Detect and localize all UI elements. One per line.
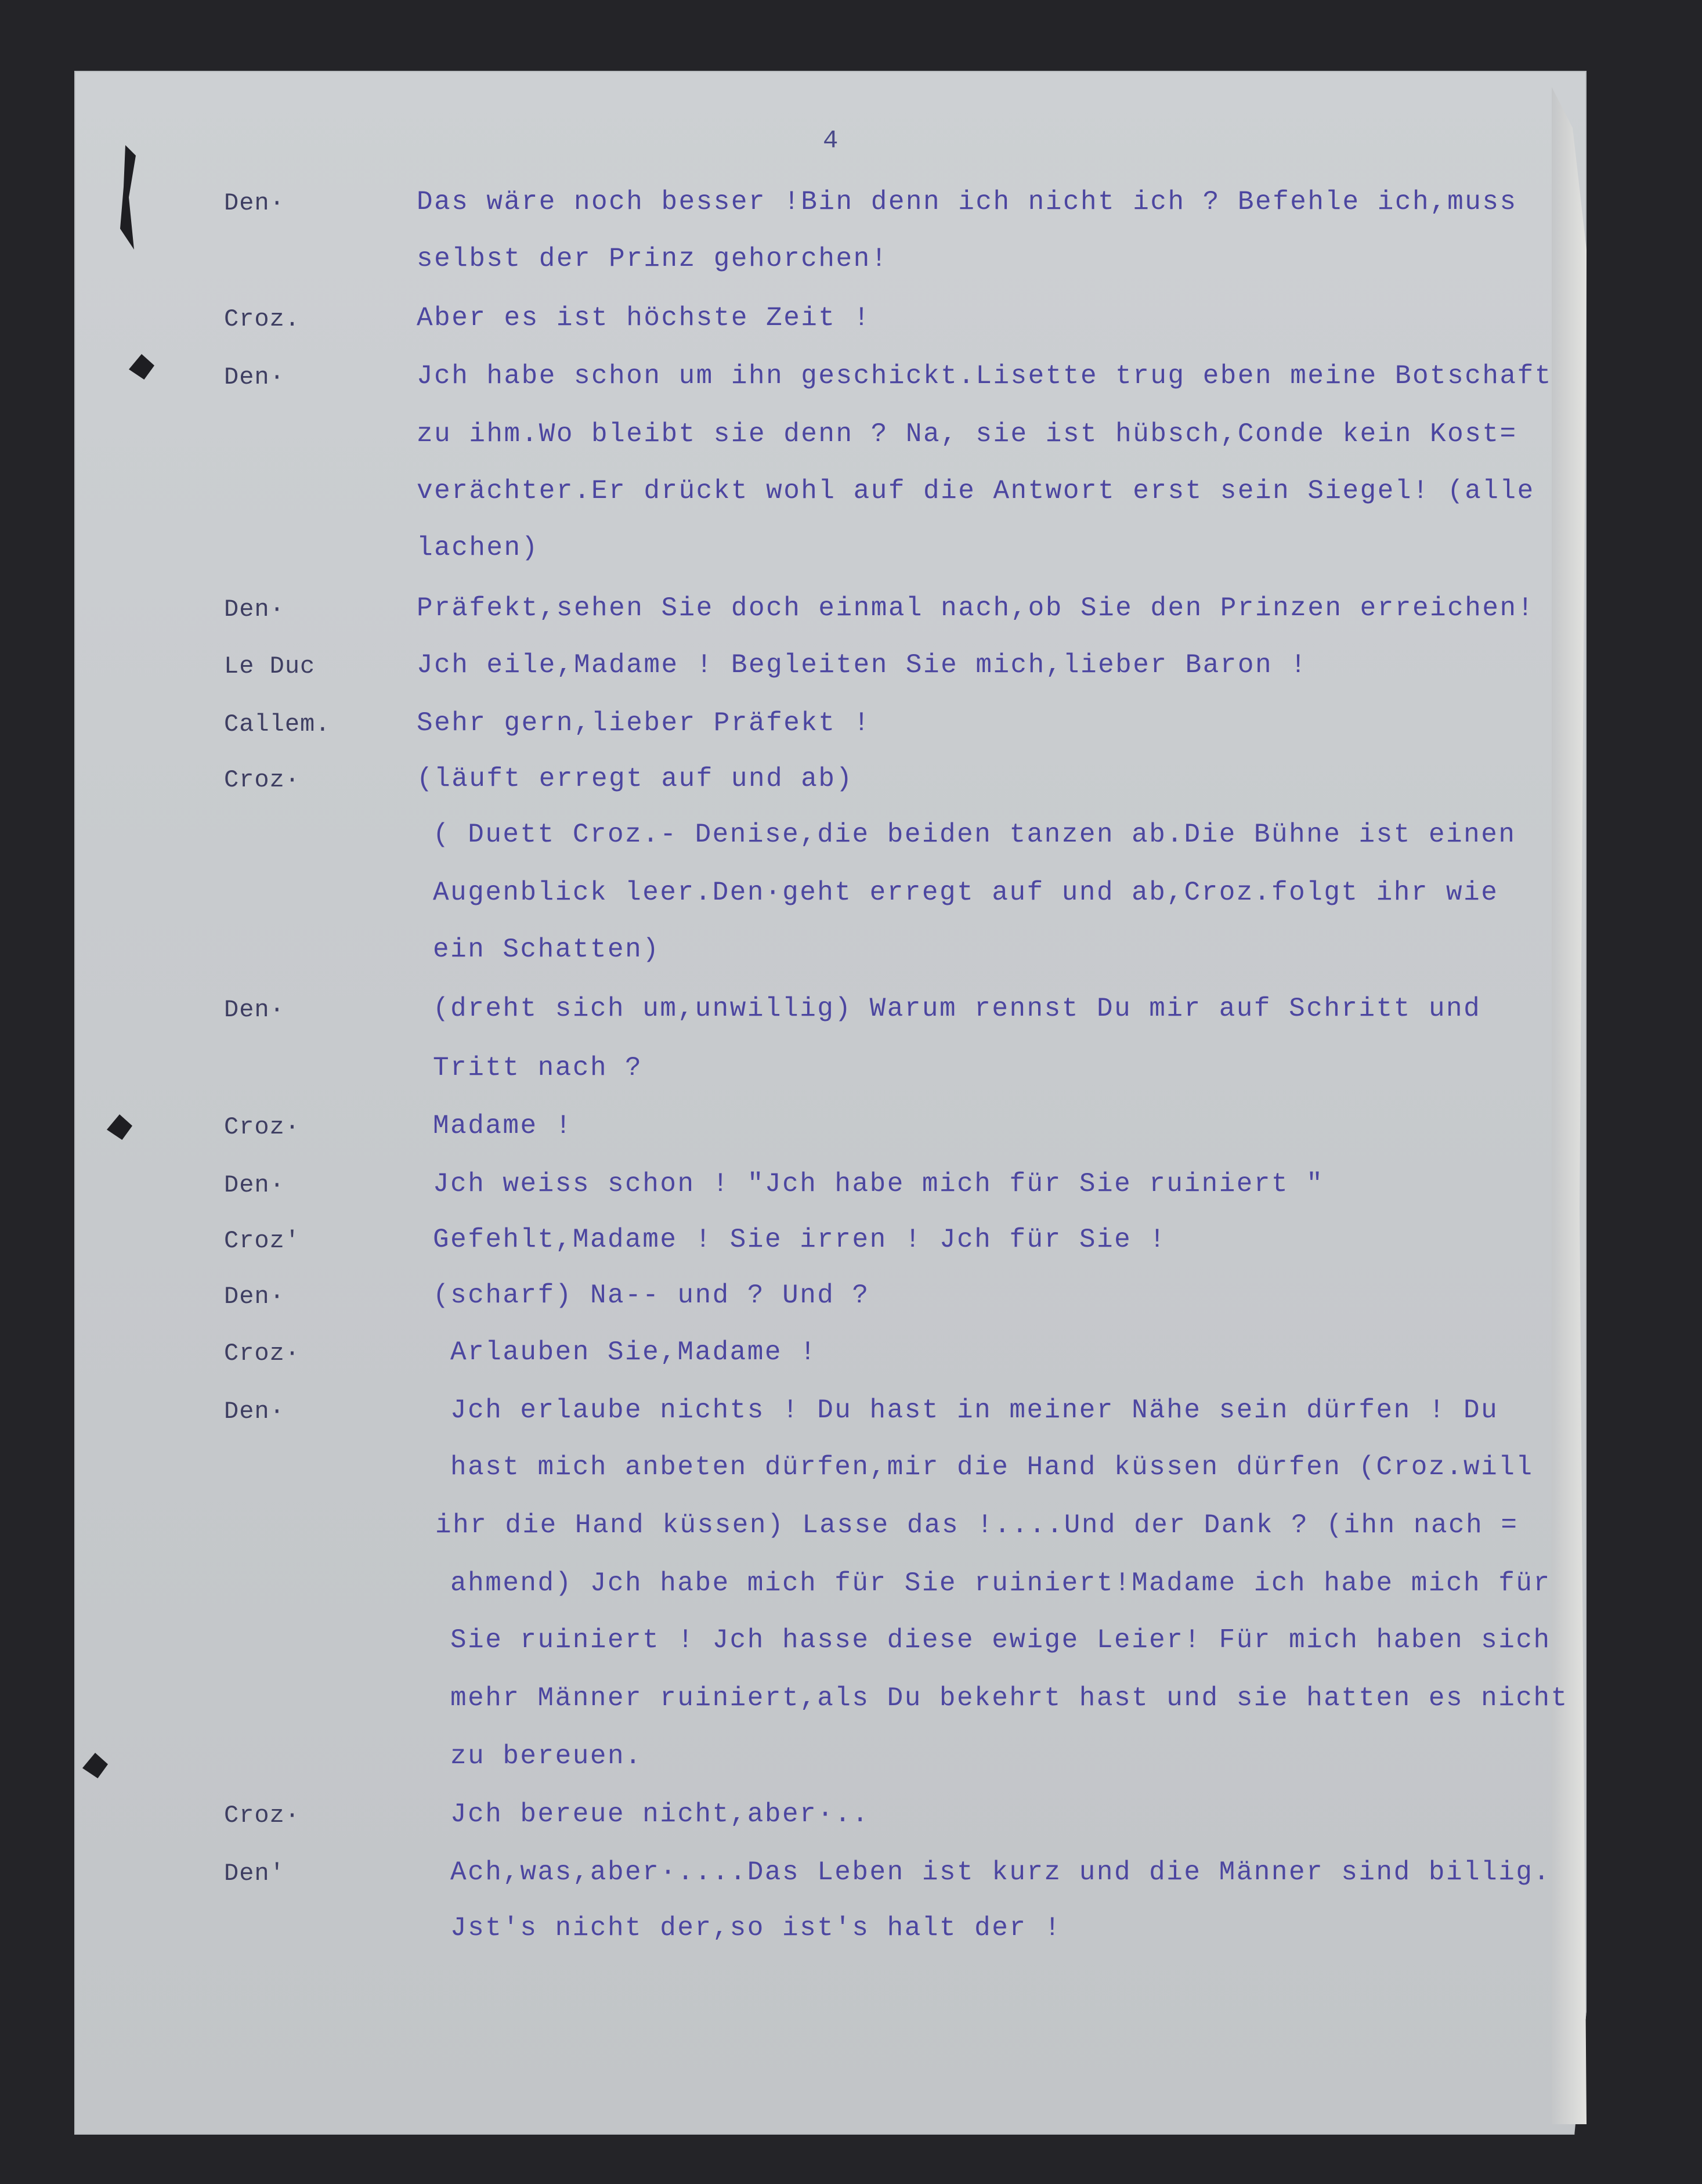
speaker-label: Croz. [224, 305, 301, 333]
dialogue-line: Gefehlt,Madame ! Sie irren ! Jch für Sie ! [433, 1225, 1167, 1255]
dialogue-line: ahmend) Jch habe mich für Sie ruiniert!Madame ich habe mich für [450, 1568, 1551, 1598]
dialogue-line: Sehr gern,lieber Präfekt ! [417, 708, 871, 738]
dialogue-line: Jst's nicht der,so ist's halt der ! [450, 1913, 1062, 1943]
speaker-label: Croz· [224, 1340, 301, 1367]
speaker-label: Den· [224, 1398, 285, 1425]
dialogue-line: Das wäre noch besser !Bin denn ich nicht ich ? Befehle ich,muss [417, 187, 1517, 217]
dialogue-line: mehr Männer ruiniert,als Du bekehrt hast und sie hatten es nicht [450, 1683, 1569, 1713]
dialogue-line: zu bereuen. [450, 1741, 643, 1771]
stage-direction-line: ( Duett Croz.- Denise,die beiden tanzen ab.Die Bühne ist einen [433, 820, 1516, 850]
speaker-label: Croz' [224, 1227, 301, 1255]
speaker-label: Den· [224, 996, 285, 1024]
speaker-label: Den· [224, 363, 285, 391]
dialogue-line: Ach,was,aber·....Das Leben ist kurz und die Männer sind billig. [450, 1857, 1551, 1887]
dialogue-line: ihr die Hand küssen) Lasse das !....Und der Dank ? (ihn nach = [435, 1510, 1519, 1540]
stage-direction-line: ein Schatten) [433, 934, 660, 965]
dialogue-line: Jch erlaube nichts ! Du hast in meiner Nähe sein dürfen ! Du [450, 1395, 1499, 1425]
dialogue-line: zu ihm.Wo bleibt sie denn ? Na, sie ist hübsch,Conde kein Kost= [417, 419, 1517, 449]
page-number: 4 [823, 127, 839, 156]
dialogue-line: Aber es ist höchste Zeit ! [417, 303, 871, 333]
dialogue-line: selbst der Prinz gehorchen! [417, 244, 888, 274]
dialogue-line: Arlauben Sie,Madame ! [450, 1337, 818, 1367]
dialogue-line: Jch habe schon um ihn geschickt.Lisette trug eben meine Botschaft [417, 361, 1552, 391]
dialogue-line: (scharf) Na-- und ? Und ? [433, 1280, 870, 1311]
speaker-label: Croz· [224, 1802, 301, 1829]
dialogue-line: verächter.Er drückt wohl auf die Antwort erst sein Siegel! (alle [417, 476, 1535, 506]
speaker-label: Den· [224, 189, 285, 217]
speaker-label: Den· [224, 1171, 285, 1199]
dialogue-line: Madame ! [433, 1111, 573, 1141]
speaker-label: Den· [224, 1283, 285, 1311]
speaker-label: Den' [224, 1860, 285, 1887]
stage-direction-line: Augenblick leer.Den·geht erregt auf und ab,Croz.folgt ihr wie [433, 878, 1499, 908]
dialogue-line: Jch eile,Madame ! Begleiten Sie mich,lieber Baron ! [417, 650, 1308, 680]
dialogue-line: Jch weiss schon ! "Jch habe mich für Sie ruiniert " [433, 1169, 1324, 1199]
speaker-label: Croz· [224, 1113, 301, 1141]
dialogue-line: Tritt nach ? [433, 1053, 643, 1083]
dialogue-line: (läuft erregt auf und ab) [417, 764, 854, 794]
speaker-label: Den· [224, 595, 285, 623]
dialogue-line: hast mich anbeten dürfen,mir die Hand küssen dürfen (Croz.will [450, 1452, 1534, 1482]
speaker-label: Croz· [224, 766, 301, 794]
dialogue-line: Jch bereue nicht,aber·.. [450, 1799, 870, 1829]
speaker-label: Le Duc [224, 652, 316, 680]
dialogue-line: Präfekt,sehen Sie doch einmal nach,ob Sie den Prinzen erreichen! [417, 593, 1535, 623]
dialogue-line: Sie ruiniert ! Jch hasse diese ewige Leier! Für mich haben sich [450, 1625, 1551, 1655]
speaker-label: Callem. [224, 710, 331, 738]
dialogue-line: lachen) [417, 533, 539, 563]
dialogue-line: (dreht sich um,unwillig) Warum rennst Du mir auf Schritt und [433, 994, 1481, 1024]
